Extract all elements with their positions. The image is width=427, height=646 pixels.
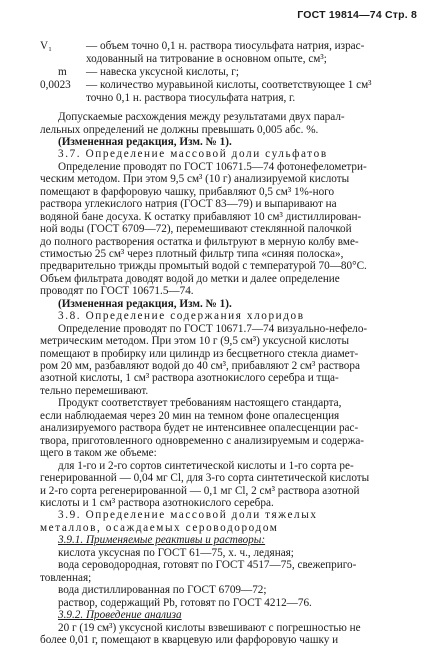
var-definition: — навеска уксусной кислоты, г; (86, 66, 239, 78)
paragraph-line: твора, приготовленного одновременно с анализируемым и содержа- (40, 434, 365, 447)
paragraph-line: проводят по ГОСТ 10671.5—74. (40, 285, 194, 298)
paragraph-line: помещают в фарфоровую чашку, прибавляют 0,5 см³ 1%-ного (40, 185, 335, 198)
paragraph-line: более 0,01 г, помещают в кварцевую или фарфоровую чашку и (40, 633, 339, 646)
var-definition: — количество муравьиной кислоты, соответствующее 1 см³ (86, 79, 372, 91)
paragraph-line: метрическим методом. При этом 10 г (9,5 см³) уксусной кислоты (40, 335, 349, 348)
section-heading: 3.7. Определение массовой доли сульфатов (58, 148, 328, 161)
section-heading-cont: металлов, осаждаемых сероводородом (40, 521, 279, 534)
var-definition-cont: ходованный на титрование в основном опыте, см³; (86, 53, 327, 65)
subsection-heading: 3.9.1. Применяемые реактивы и растворы: (58, 534, 266, 547)
paragraph-line: лельных определений не должны превышать 0,005 абс. %. (40, 123, 319, 136)
amendment-note: (Измененная редакция, Изм. № 1). (58, 297, 232, 310)
paragraph-line: вода дистиллированная по ГОСТ 6709—72; (58, 584, 267, 597)
paragraph-line: 20 г (19 см³) уксусной кислоты взвешивают с погрешностью не (58, 621, 361, 634)
paragraph-line: если наблюдаемая через 20 мин на темном фоне опалесценция (40, 409, 340, 422)
paragraph-line: кислота уксусная по ГОСТ 61—75, х. ч., ледяная; (58, 546, 294, 559)
paragraph-line: ром 20 мм, разбавляют водой до 40 см³, прибавляют 2 см³ раствора (40, 360, 360, 372)
amendment-note: (Измененная редакция, Изм. № 1). (58, 135, 232, 148)
paragraph-line: Допускаемые расхождения между результатами двух парал- (58, 111, 345, 123)
paragraph-line: Определение проводят по ГОСТ 10671.7—74 визуально-нефело- (58, 322, 368, 335)
paragraph-line: товленная; (40, 571, 92, 584)
paragraph-line: раствор, содержащий Pb, готовят по ГОСТ 4212—76. (58, 596, 312, 609)
paragraph-line: вода сероводородная, готовят по ГОСТ 4517—75, свежеприго- (58, 559, 357, 572)
paragraph-line: генерированной — 0,04 мг Cl, для 3-го сорта синтетической кислоты (40, 472, 370, 484)
subsection-heading: 3.9.2. Проведение анализа (58, 609, 182, 621)
paragraph-line: кислоты и 1 см³ раствора азотнокислого серебра. (40, 496, 274, 509)
paragraph-line: азотной кислоты, 1 см³ раствора азотнокислого серебра и тща- (40, 372, 339, 385)
var-name: V₁ (40, 40, 52, 52)
paragraph-line: Продукт соответствует требованиям настоящего стандарта, (58, 397, 342, 410)
var-definition-cont: точно 0,1 н. раствора тиосульфата натрия, г. (86, 92, 296, 104)
paragraph-line: до полного растворения остатка и фильтруют в мерную колбу вме- (40, 235, 359, 248)
paragraph-line: щего в таком же объеме: (40, 447, 157, 460)
paragraph-line: Объем фильтрата доводят водой до метки и далее определение (40, 272, 340, 285)
section-heading: 3.8. Определение содержания хлоридов (58, 310, 305, 323)
paragraph-line: анализируемого раствора будет не интенсивнее опалесценции рас- (40, 422, 359, 435)
var-name: m (58, 66, 67, 78)
var-definition: — объем точно 0,1 н. раствора тиосульфата натрия, израс- (86, 40, 365, 52)
paragraph-line: и 2-го сорта регенерированной — 0,1 мг Cl, 2 см³ раствора азотной (40, 484, 360, 497)
paragraph-line: стимостью 25 см³ через плотный фильтр типа «синяя полоска», (40, 247, 344, 260)
paragraph-line: тельно перемешивают. (40, 384, 149, 397)
paragraph-line: предварительно трижды промытый водой с температурой 70—80°С. (40, 260, 367, 273)
paragraph-line: водяной бане досуха. К остатку прибавляют 10 см³ дистиллирован- (40, 210, 362, 223)
section-heading: 3.9. Определение массовой доли тяжелых (58, 509, 318, 522)
paragraph-line: Определение проводят по ГОСТ 10671.5—74 фотонефелометри- (58, 160, 367, 173)
page-header: ГОСТ 19814—74 Стр. 8 (297, 9, 417, 21)
paragraph-line: помещают в пробирку или цилиндр из бесцветного стекла диамет- (40, 347, 359, 360)
paragraph-line: раствора углекислого натрия (ГОСТ 83—79) и выпаривают на (40, 198, 337, 211)
paragraph-line: для 1-го и 2-го сортов синтетической кислоты и 1-го сорта ре- (58, 459, 354, 472)
paragraph-line: ческим методом. При этом 9,5 см³ (10 г) анализируемой кислоты (40, 173, 350, 186)
paragraph-line: ной воды (ГОСТ 6709—72), перемешивают стеклянной палочкой (40, 223, 352, 236)
var-name: 0,0023 (40, 79, 71, 91)
